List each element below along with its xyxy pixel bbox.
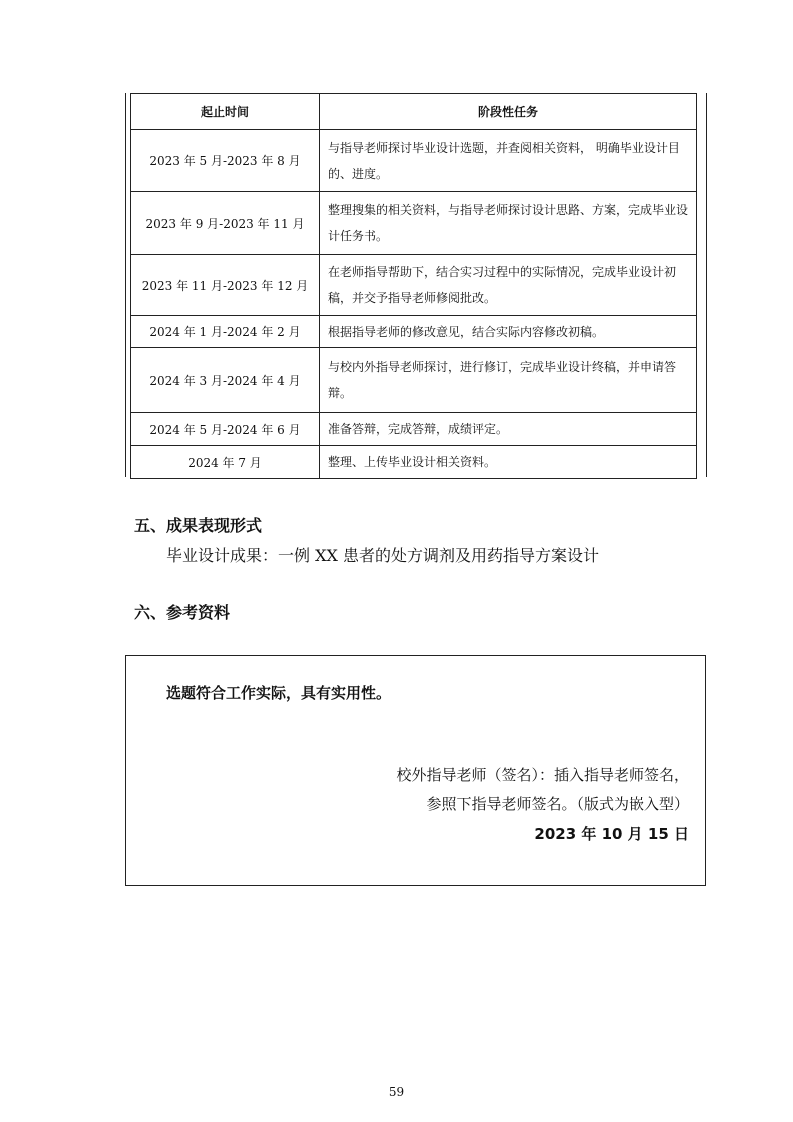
header-period: 起止时间 [131, 94, 320, 130]
signature-line-1: 校外指导老师（签名）：插入指导老师签名， [396, 766, 689, 784]
signature-date: 2023 年 10 月 15 日 [534, 825, 689, 843]
section5-body: 毕业设计成果：一例 XX 患者的处方调剂及用药指导方案设计 [166, 546, 599, 565]
period-cell: 2023 年 11 月-2023 年 12 月 [131, 255, 320, 316]
period-cell: 2024 年 5 月-2024 年 6 月 [131, 413, 320, 446]
table-row [131, 316, 697, 348]
advisor-comment-text: 选题符合工作实际，具有实用性。 [166, 684, 392, 702]
period-cell: 2023 年 9 月-2023 年 11 月 [131, 192, 320, 255]
task-cell: 整理搜集的相关资料，与指导老师探讨设计思路、方案，完成毕业设计任务书。 [320, 192, 697, 255]
schedule-table [130, 93, 697, 479]
section5-heading: 五、成果表现形式 [134, 516, 263, 535]
table-row [131, 255, 697, 316]
period-cell: 2024 年 7 月 [131, 446, 320, 479]
task-cell: 与指导老师探讨毕业设计选题，并查阅相关资料， 明确毕业设计目的、进度。 [320, 130, 697, 192]
table-row [131, 413, 697, 446]
period-cell: 2024 年 3 月-2024 年 4 月 [131, 348, 320, 413]
task-cell: 根据指导老师的修改意见，结合实际内容修改初稿。 [320, 316, 697, 348]
table-row [131, 130, 697, 192]
schedule-header-row [131, 94, 697, 130]
advisor-comment-box [125, 655, 706, 886]
task-cell: 准备答辩，完成答辩，成绩评定。 [320, 413, 697, 446]
period-cell: 2024 年 1 月-2024 年 2 月 [131, 316, 320, 348]
period-cell: 2023 年 5 月-2023 年 8 月 [131, 130, 320, 192]
table-row [131, 192, 697, 255]
page-number: 59 [388, 1085, 405, 1099]
section6-heading: 六、参考资料 [134, 603, 231, 622]
task-cell: 在老师指导帮助下，结合实习过程中的实际情况，完成毕业设计初稿，并交予指导老师修阅批改。 [320, 255, 697, 316]
header-task: 阶段性任务 [320, 94, 697, 130]
table-row [131, 348, 697, 413]
task-cell: 整理、上传毕业设计相关资料。 [320, 446, 697, 479]
signature-line-2: 参照下指导老师签名。（版式为嵌入型） [426, 795, 689, 813]
table-row [131, 446, 697, 479]
task-cell: 与校内外指导老师探讨，进行修订，完成毕业设计终稿，并申请答辩。 [320, 348, 697, 413]
